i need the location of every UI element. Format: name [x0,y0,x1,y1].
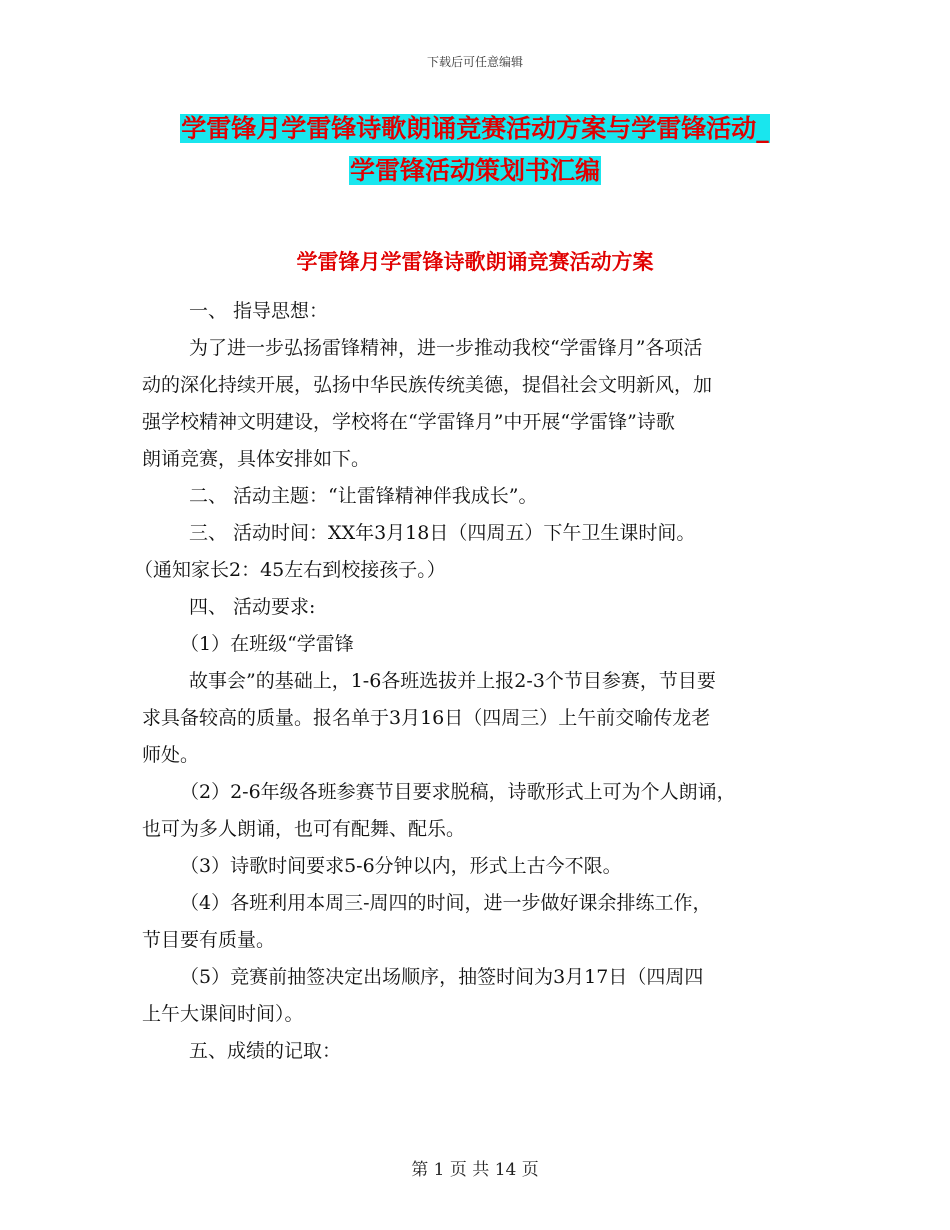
title-line-2: 学雷锋活动策划书汇编 [349,156,600,185]
paragraph-line: 上午大课间时间）。 [142,1003,304,1025]
title-line-1: 学雷锋月学雷锋诗歌朗诵竞赛活动方案与学雷锋活动_ [181,114,769,143]
paragraph-line: 四、 活动要求: [189,596,316,618]
paragraph-line: （3）诗歌时间要求5-6分钟以内，形式上古今不限。 [180,855,622,877]
paragraph-line: 故事会”的基础上，1-6各班选拔并上报2-3个节目参赛，节目要 [189,670,716,692]
paragraph-line: 一、 指导思想： [189,300,329,322]
paragraph-line: 二、 活动主题：“让雷锋精神伴我成长”。 [189,485,538,507]
paragraph-line: （1）在班级“学雷锋 [180,633,354,655]
paragraph-line: 强学校精神文明建设，学校将在“学雷锋月”中开展“学雷锋”诗歌 [142,411,675,433]
page-header: 下载后可任意编辑 [426,55,523,69]
paragraph-line: 三、 活动时间：XX年3月18日（四周五）下午卫生课时间。 [189,522,696,544]
paragraph-line: （4）各班利用本周三-周四的时间，进一步做好课余排练工作， [180,892,712,914]
paragraph-line: 节目要有质量。 [142,929,276,951]
paragraph-line: 师处。 [142,744,200,766]
paragraph-line: 朗诵竞赛，具体安排如下。 [142,448,371,470]
section-title: 学雷锋月学雷锋诗歌朗诵竞赛活动方案 [296,250,654,274]
paragraph-line: （2）2-6年级各班参赛节目要求脱稿，诗歌形式上可为个人朗诵， [180,781,736,803]
page-footer: 第 1 页 共 14 页 [411,1160,539,1180]
document-title [0,108,950,192]
paragraph-line: （5）竞赛前抽签决定出场顺序，抽签时间为3月17日（四周四 [180,966,704,988]
paragraph-line: （通知家长2：45左右到校接孩子。） [134,559,446,581]
paragraph-line: 五、成绩的记取： [189,1040,342,1062]
paragraph-line: 为了进一步弘扬雷锋精神，进一步推动我校“学雷锋月”各项活 [189,337,703,359]
paragraph-line: 也可为多人朗诵，也可有配舞、配乐。 [142,818,466,840]
paragraph-line: 动的深化持续开展，弘扬中华民族传统美德，提倡社会文明新风，加 [142,374,713,396]
paragraph-line: 求具备较高的质量。报名单于3月16日（四周三）上午前交喻传龙老 [142,707,711,729]
